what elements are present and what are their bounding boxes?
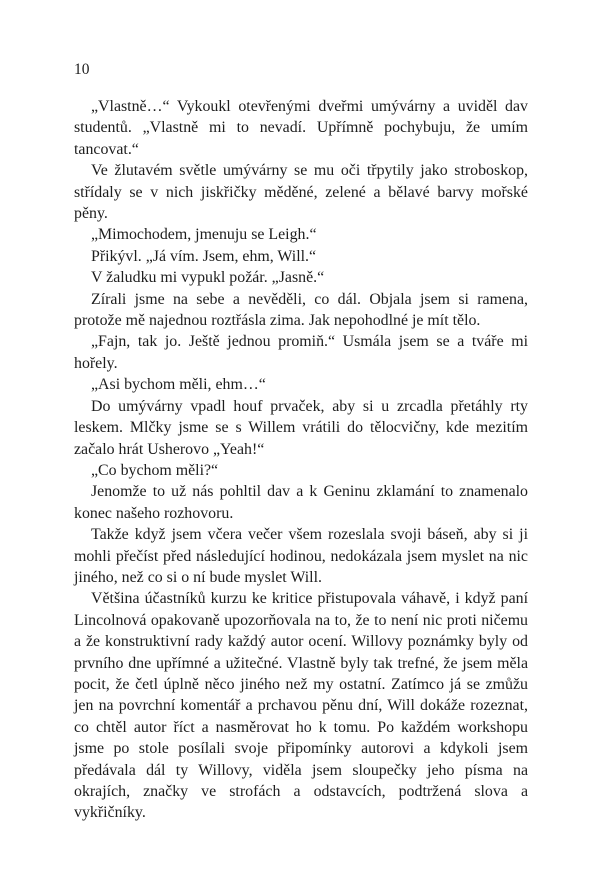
page-number: 10 xyxy=(74,61,90,78)
paragraph-10: „Co bychom měli?“ xyxy=(91,461,219,479)
paragraph-3: „Mimochodem, jmenuju se Leigh.“ xyxy=(91,226,317,244)
paragraph-7: „Fajn, tak jo. Ještě jednou promiň.“ Usmála jsem se a tváře mi hořely. xyxy=(74,333,528,372)
paragraph-1: „Vlastně…“ Vykoukl otevřenými dveřmi umývárny a uviděl dav studentů. „Vlastně mi to nevadí. Upřímně pochybuju, že umím tancovat.“ xyxy=(74,98,528,158)
paragraph-9: Do umývárny vpadl houf prvaček, aby si u zrcadla přetáhly rty leskem. Mlčky jsme se s Willem vrátili do tělocvičny, kde mezitím začalo hrát Usherovo „Yeah!“ xyxy=(74,397,528,458)
body-text xyxy=(74,96,528,824)
paragraph-2: Ve žlutavém světle umývárny se mu oči třpytily jako stroboskop, střídaly se v nich jiskřičky měděné, zelené a bělavé barvy mořské pěny. xyxy=(74,162,528,223)
paragraph-13: Většina účastníků kurzu ke kritice přistupovala váhavě, i když paní Lincolnová opakovaně upozorňovala na to, že to není nic proti ničemu a že konstruktivní rady každý autor ocení. Willovy poznámky byly od prvního dne upřímné a užitečné. Vlastně byly tak trefné, že jsem měla pocit, že četl úplně něco jiného než my ostatní. Zatímco já se zmůžu jen na povrchní komentář a prchavou pěnu dní, Will dokáže rozeznat, co chtěl autor říct a nasměrovat ho k tomu. Po každém workshopu jsme po stole posílali svoje připomínky autorovi a kdykoli jsem předávala dál ty Willovy, viděla jsem sloupečky jeho písma na okrajích, značky ve strofách a odstavcích, podtržená slova a vykřičníky. xyxy=(74,590,528,822)
paragraph-4: Přikývl. „Já vím. Jsem, ehm, Will.“ xyxy=(91,247,317,265)
paragraph-11: Jenomže to už nás pohltil dav a k Geninu zklamání to znamenalo konec našeho rozhovoru. xyxy=(74,483,528,522)
paragraph-6: Zírali jsme na sebe a nevěděli, co dál. Objala jsem si ramena, protože mě najednou roztřásla zima. Jak nepohodlné je mít tělo. xyxy=(74,290,528,330)
paragraph-12: Takže když jsem včera večer všem rozeslala svoji báseň, aby si ji mohli přečíst před následující hodinou, nedokázala jsem myslet na nic jiného, než co si o ní bude myslet Will. xyxy=(74,526,528,586)
paragraph-5: V žaludku mi vypukl požár. „Jasně.“ xyxy=(91,269,325,287)
paragraph-8: „Asi bychom měli, ehm…“ xyxy=(91,376,266,394)
